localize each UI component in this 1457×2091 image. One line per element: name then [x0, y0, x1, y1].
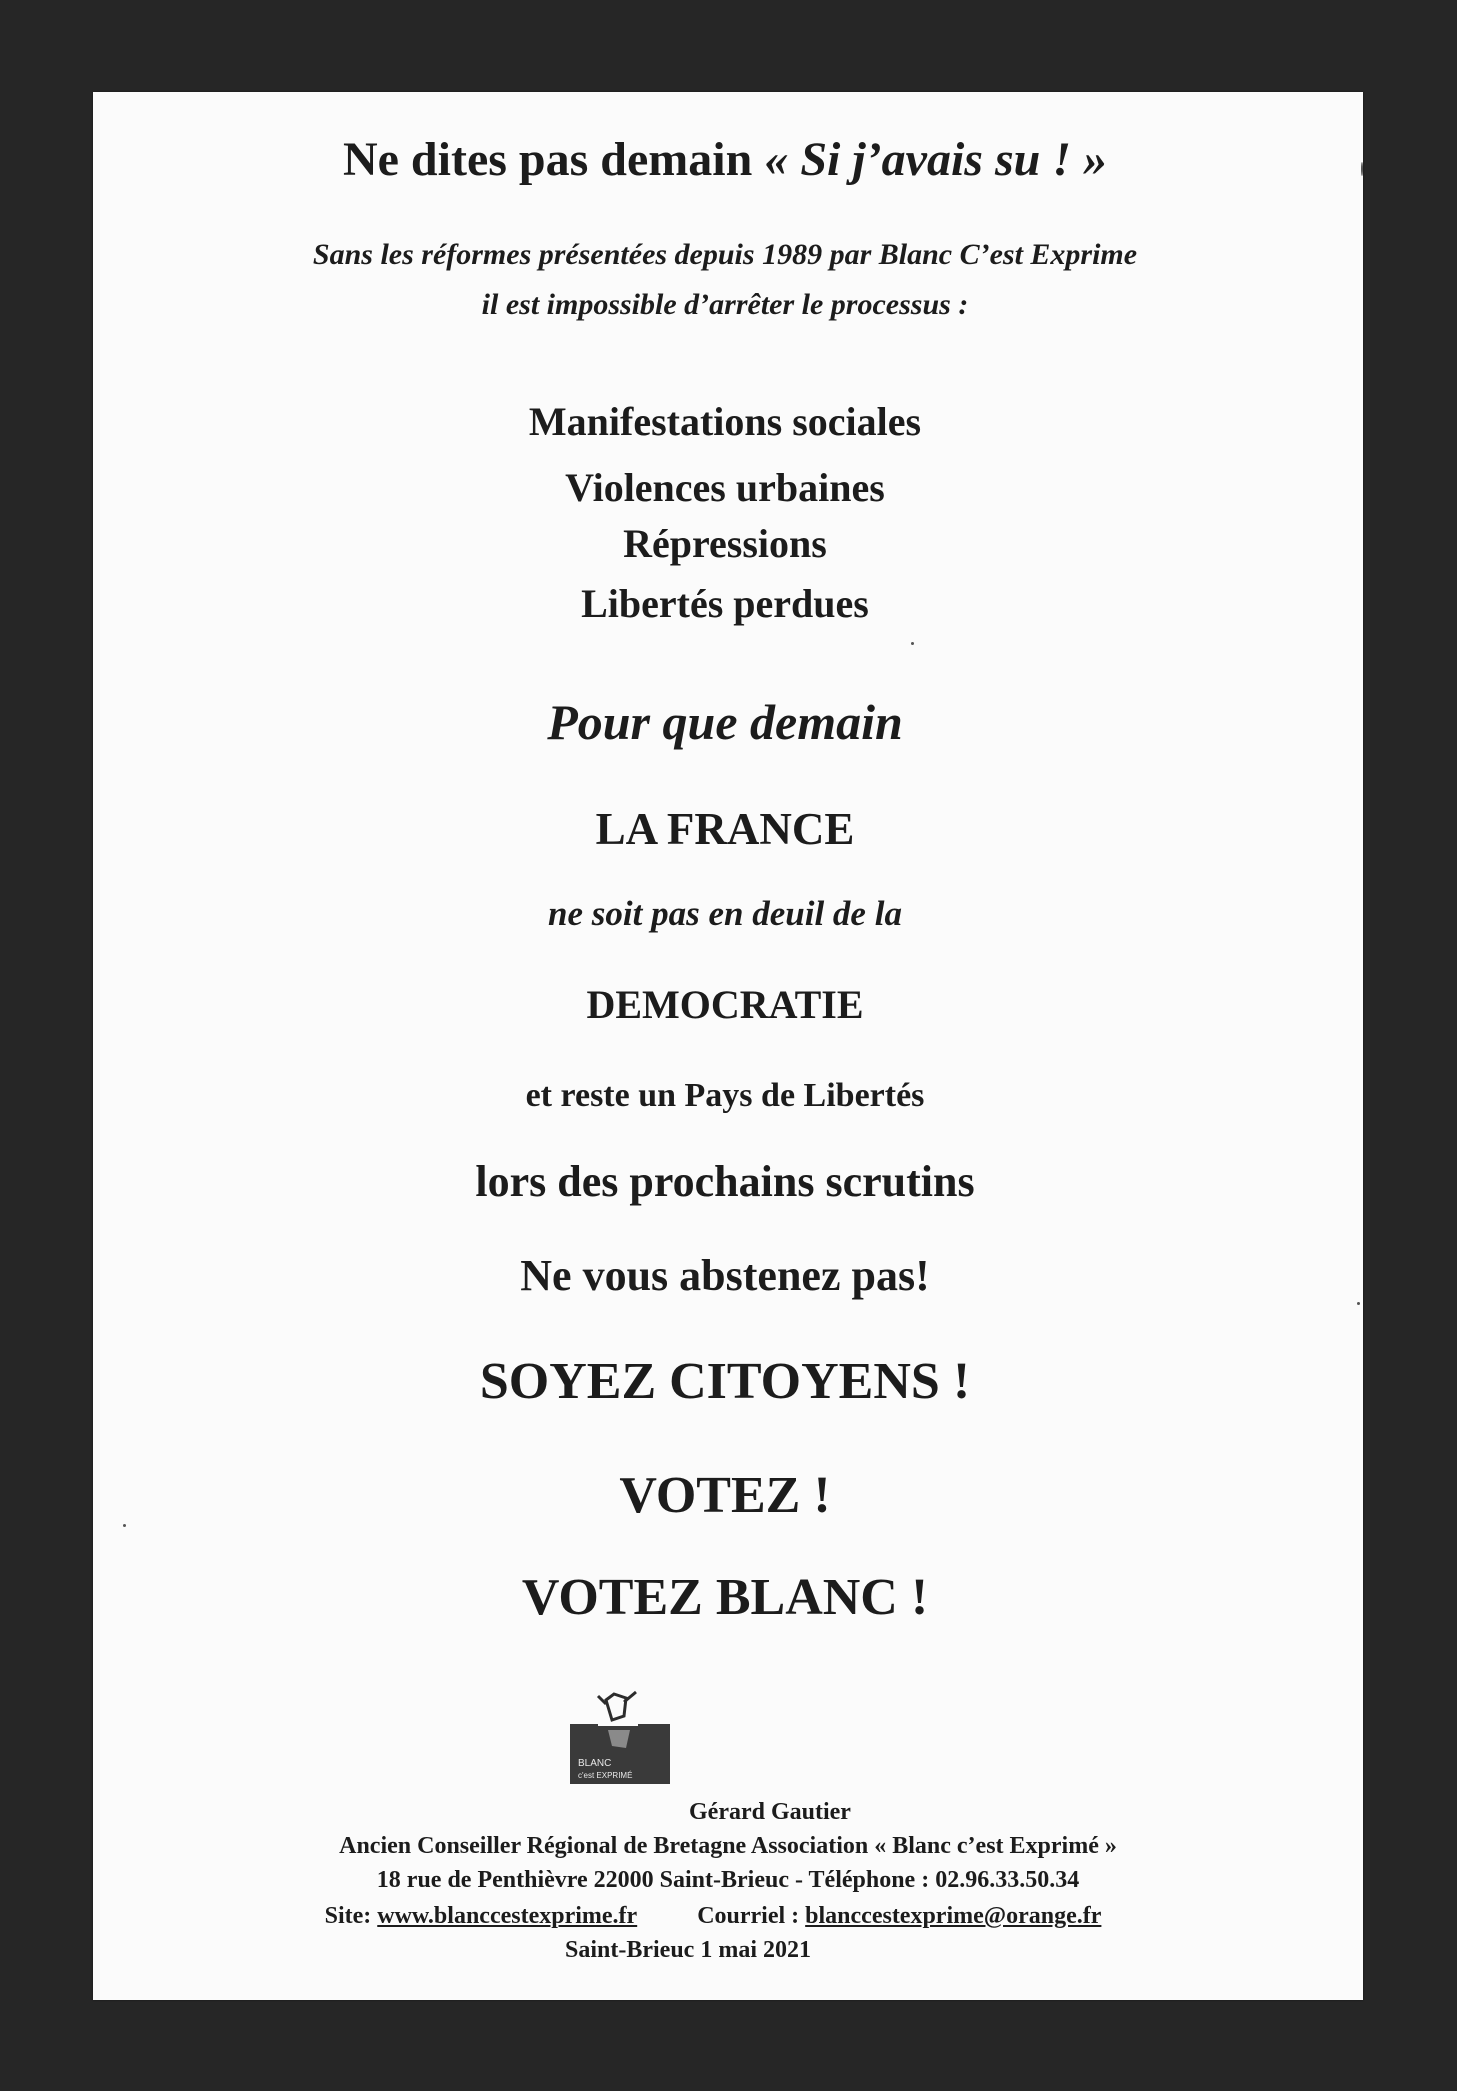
email-label: Courriel :	[697, 1903, 800, 1929]
footer-role: Ancien Conseiller Régional de Bretagne Association « Blanc c’est Exprimé »	[339, 1833, 1117, 1859]
list-item: Violences urbaines	[565, 465, 885, 510]
footer-place-date: Saint-Brieuc 1 mai 2021	[565, 1937, 811, 1963]
pays-de-libertes: et reste un Pays de Libertés	[525, 1077, 925, 1114]
footer-contact	[78, 1904, 1348, 1928]
flyer-page	[93, 92, 1363, 2000]
pour-que-demain: Pour que demain	[547, 694, 903, 750]
democratie: DEMOCRATIE	[586, 982, 864, 1027]
email-link[interactable]: blanccestexprime@orange.fr	[805, 1903, 1102, 1929]
logo-text-2: c'est EXPRIMÉ	[578, 1771, 633, 1780]
votez: VOTEZ !	[619, 1467, 831, 1524]
scan-speck	[1361, 162, 1363, 176]
list-item: Répressions	[623, 521, 827, 566]
scan-speck	[123, 1524, 126, 1527]
title-prefix: Ne dites pas demain	[342, 133, 753, 186]
footer-address: 18 rue de Penthièvre 22000 Saint-Brieuc - Téléphone : 02.96.33.50.34	[376, 1867, 1080, 1893]
scan-speck	[911, 642, 914, 645]
votez-blanc: VOTEZ BLANC !	[521, 1569, 929, 1626]
la-france: LA FRANCE	[595, 804, 855, 854]
title-quote: « Si j’avais su ! »	[764, 133, 1108, 186]
soyez-citoyens: SOYEZ CITOYENS !	[479, 1353, 971, 1410]
deuil-line: ne soit pas en deuil de la	[548, 894, 902, 933]
site-link[interactable]: www.blanccestexprime.fr	[377, 1903, 638, 1929]
list-item: Libertés perdues	[581, 581, 869, 626]
site-label: Site:	[324, 1903, 372, 1929]
footer-name: Gérard Gautier	[689, 1799, 851, 1825]
ballot-box-icon	[568, 1690, 672, 1786]
logo-text-1: BLANC	[578, 1758, 612, 1769]
prochains-scrutins: lors des prochains scrutins	[475, 1157, 975, 1206]
ne-vous-abstenez: Ne vous abstenez pas!	[520, 1251, 930, 1300]
page-title	[90, 133, 1360, 186]
blanc-cest-exprime-logo	[568, 1690, 672, 1786]
scan-speck	[1357, 1302, 1360, 1305]
intro-line-1: Sans les réformes présentées depuis 1989 par Blanc C’est Exprime	[312, 238, 1138, 271]
list-item: Manifestations sociales	[528, 399, 922, 444]
intro-line-2: il est impossible d’arrêter le processus :	[481, 288, 969, 321]
